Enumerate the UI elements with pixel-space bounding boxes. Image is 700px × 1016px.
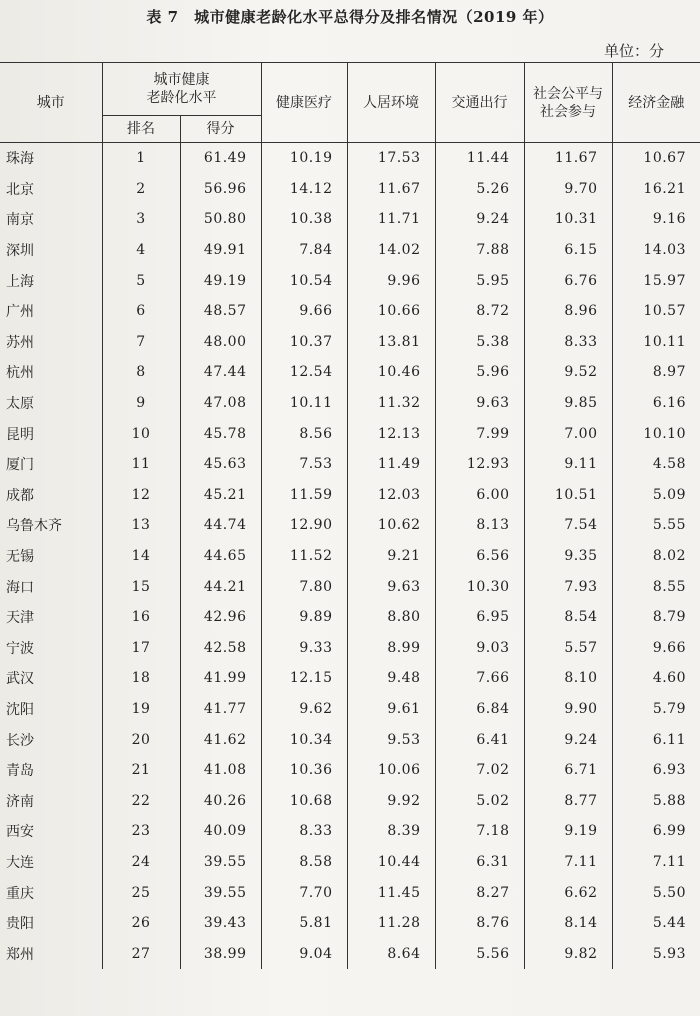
score-cell: 41.08 [180,755,261,786]
social-cell: 10.31 [524,204,612,235]
social-cell: 7.00 [524,418,612,449]
finance-cell: 9.16 [612,204,700,235]
rank-cell: 25 [102,877,180,908]
city-cell: 郑州 [0,938,102,969]
rank-cell: 14 [102,541,180,572]
rank-cell: 23 [102,816,180,847]
rank-cell: 4 [102,235,180,266]
city-cell: 珠海 [0,143,102,174]
city-cell: 乌鲁木齐 [0,510,102,541]
table-row [0,755,700,786]
living-cell: 11.71 [347,204,435,235]
living-cell: 11.45 [347,877,435,908]
header-social-line2: 社会参与 [540,103,596,120]
table-title: 表 7 城市健康老龄化水平总得分及排名情况（2019 年） [146,8,554,26]
rank-cell: 17 [102,633,180,664]
header-health: 健康医疗 [261,63,347,143]
transport-cell: 9.63 [435,388,524,419]
rank-cell: 24 [102,847,180,878]
social-cell: 8.96 [524,296,612,327]
table-row [0,388,700,419]
health-cell: 9.66 [261,296,347,327]
health-cell: 10.38 [261,204,347,235]
social-cell: 9.52 [524,357,612,388]
rank-cell: 16 [102,602,180,633]
transport-cell: 6.95 [435,602,524,633]
rank-cell: 9 [102,388,180,419]
finance-cell: 8.79 [612,602,700,633]
transport-cell: 11.44 [435,143,524,174]
score-cell: 56.96 [180,174,261,205]
table-row [0,418,700,449]
living-cell: 13.81 [347,327,435,358]
living-cell: 11.28 [347,908,435,939]
transport-cell: 9.03 [435,633,524,664]
table-row [0,602,700,633]
table-row [0,174,700,205]
health-cell: 7.53 [261,449,347,480]
living-cell: 10.44 [347,847,435,878]
rank-cell: 5 [102,265,180,296]
score-cell: 41.62 [180,724,261,755]
score-cell: 42.58 [180,633,261,664]
living-cell: 8.64 [347,938,435,969]
city-cell: 济南 [0,785,102,816]
transport-cell: 5.02 [435,785,524,816]
social-cell: 7.11 [524,847,612,878]
transport-cell: 12.93 [435,449,524,480]
score-cell: 41.77 [180,694,261,725]
finance-cell: 8.02 [612,541,700,572]
table-row [0,143,700,174]
rank-cell: 2 [102,174,180,205]
table-row [0,633,700,664]
header-social-line1: 社会公平与 [533,85,603,102]
living-cell: 9.21 [347,541,435,572]
health-cell: 8.58 [261,847,347,878]
finance-cell: 5.93 [612,938,700,969]
social-cell: 6.62 [524,877,612,908]
table-body [0,143,700,970]
finance-cell: 6.11 [612,724,700,755]
table-row [0,265,700,296]
finance-cell: 10.11 [612,327,700,358]
city-cell: 广州 [0,296,102,327]
city-cell: 南京 [0,204,102,235]
score-cell: 44.74 [180,510,261,541]
transport-cell: 7.99 [435,418,524,449]
header-social [524,63,612,143]
rank-cell: 13 [102,510,180,541]
social-cell: 8.10 [524,663,612,694]
social-cell: 8.54 [524,602,612,633]
health-cell: 12.54 [261,357,347,388]
living-cell: 8.99 [347,633,435,664]
transport-cell: 8.76 [435,908,524,939]
health-cell: 9.89 [261,602,347,633]
social-cell: 10.51 [524,480,612,511]
living-cell: 9.63 [347,571,435,602]
city-cell: 上海 [0,265,102,296]
score-cell: 39.43 [180,908,261,939]
health-cell: 9.04 [261,938,347,969]
table-row [0,785,700,816]
social-cell: 7.54 [524,510,612,541]
finance-cell: 8.55 [612,571,700,602]
finance-cell: 5.44 [612,908,700,939]
transport-cell: 8.27 [435,877,524,908]
health-cell: 10.34 [261,724,347,755]
rank-cell: 8 [102,357,180,388]
social-cell: 9.19 [524,816,612,847]
header-rank: 排名 [102,116,180,143]
rank-cell: 10 [102,418,180,449]
finance-cell: 8.97 [612,357,700,388]
table-row [0,296,700,327]
city-cell: 杭州 [0,357,102,388]
city-cell: 重庆 [0,877,102,908]
score-cell: 44.65 [180,541,261,572]
social-cell: 5.57 [524,633,612,664]
rank-cell: 27 [102,938,180,969]
city-cell: 长沙 [0,724,102,755]
table-row [0,694,700,725]
transport-cell: 6.56 [435,541,524,572]
score-cell: 40.09 [180,816,261,847]
health-cell: 7.70 [261,877,347,908]
living-cell: 10.66 [347,296,435,327]
transport-cell: 7.88 [435,235,524,266]
health-cell: 5.81 [261,908,347,939]
header-overall [102,63,261,116]
score-cell: 61.49 [180,143,261,174]
living-cell: 8.80 [347,602,435,633]
health-cell: 11.59 [261,480,347,511]
score-cell: 38.99 [180,938,261,969]
health-cell: 10.54 [261,265,347,296]
social-cell: 7.93 [524,571,612,602]
city-cell: 海口 [0,571,102,602]
finance-cell: 9.66 [612,633,700,664]
rank-cell: 3 [102,204,180,235]
score-cell: 40.26 [180,785,261,816]
transport-cell: 5.26 [435,174,524,205]
table-row [0,480,700,511]
header-overall-line2: 老龄化水平 [146,90,217,106]
rank-cell: 19 [102,694,180,725]
living-cell: 10.06 [347,755,435,786]
city-cell: 武汉 [0,663,102,694]
score-cell: 50.80 [180,204,261,235]
transport-cell: 7.02 [435,755,524,786]
health-cell: 12.15 [261,663,347,694]
living-cell: 9.92 [347,785,435,816]
social-cell: 9.90 [524,694,612,725]
city-cell: 无锡 [0,541,102,572]
table-row [0,663,700,694]
social-cell: 9.24 [524,724,612,755]
table-row [0,877,700,908]
rank-cell: 22 [102,785,180,816]
social-cell: 6.76 [524,265,612,296]
transport-cell: 5.96 [435,357,524,388]
table-row [0,938,700,969]
social-cell: 6.71 [524,755,612,786]
transport-cell: 6.41 [435,724,524,755]
social-cell: 9.11 [524,449,612,480]
city-cell: 厦门 [0,449,102,480]
living-cell: 12.13 [347,418,435,449]
health-cell: 10.68 [261,785,347,816]
rank-cell: 7 [102,327,180,358]
score-cell: 47.44 [180,357,261,388]
living-cell: 9.61 [347,694,435,725]
social-cell: 9.70 [524,174,612,205]
city-cell: 西安 [0,816,102,847]
rank-cell: 20 [102,724,180,755]
transport-cell: 8.72 [435,296,524,327]
score-cell: 39.55 [180,877,261,908]
rank-cell: 18 [102,663,180,694]
health-cell: 7.84 [261,235,347,266]
living-cell: 11.32 [347,388,435,419]
city-cell: 天津 [0,602,102,633]
finance-cell: 10.10 [612,418,700,449]
transport-cell: 6.84 [435,694,524,725]
social-cell: 11.67 [524,143,612,174]
rank-cell: 1 [102,143,180,174]
social-cell: 9.35 [524,541,612,572]
finance-cell: 6.99 [612,816,700,847]
score-cell: 45.78 [180,418,261,449]
score-cell: 45.63 [180,449,261,480]
finance-cell: 5.88 [612,785,700,816]
header-finance: 经济金融 [612,63,700,143]
finance-cell: 5.55 [612,510,700,541]
living-cell: 11.49 [347,449,435,480]
living-cell: 9.53 [347,724,435,755]
city-cell: 深圳 [0,235,102,266]
score-cell: 45.21 [180,480,261,511]
social-cell: 9.85 [524,388,612,419]
finance-cell: 6.93 [612,755,700,786]
table-row [0,327,700,358]
living-cell: 11.67 [347,174,435,205]
score-cell: 39.55 [180,847,261,878]
finance-cell: 10.57 [612,296,700,327]
transport-cell: 9.24 [435,204,524,235]
table-row [0,510,700,541]
header-transport: 交通出行 [435,63,524,143]
city-cell: 贵阳 [0,908,102,939]
rank-cell: 26 [102,908,180,939]
table-row [0,724,700,755]
rank-cell: 15 [102,571,180,602]
health-cell: 8.33 [261,816,347,847]
health-cell: 10.36 [261,755,347,786]
header-overall-line1: 城市健康 [153,72,210,88]
city-cell: 苏州 [0,327,102,358]
transport-cell: 5.38 [435,327,524,358]
living-cell: 12.03 [347,480,435,511]
living-cell: 9.96 [347,265,435,296]
finance-cell: 5.79 [612,694,700,725]
score-cell: 48.57 [180,296,261,327]
transport-cell: 5.95 [435,265,524,296]
table-row [0,816,700,847]
table-header [0,63,700,143]
city-cell: 沈阳 [0,694,102,725]
social-cell: 8.33 [524,327,612,358]
social-cell: 9.82 [524,938,612,969]
finance-cell: 6.16 [612,388,700,419]
unit-label: 单位：分 [603,42,664,60]
finance-cell: 16.21 [612,174,700,205]
score-cell: 49.19 [180,265,261,296]
transport-cell: 6.00 [435,480,524,511]
transport-cell: 7.66 [435,663,524,694]
living-cell: 9.48 [347,663,435,694]
table-row [0,847,700,878]
header-city: 城市 [0,63,102,143]
health-cell: 10.11 [261,388,347,419]
transport-cell: 10.30 [435,571,524,602]
living-cell: 8.39 [347,816,435,847]
score-cell: 42.96 [180,602,261,633]
finance-cell: 4.60 [612,663,700,694]
table-row [0,571,700,602]
finance-cell: 7.11 [612,847,700,878]
header-score: 得分 [180,116,261,143]
living-cell: 17.53 [347,143,435,174]
social-cell: 6.15 [524,235,612,266]
transport-cell: 5.56 [435,938,524,969]
table-row [0,235,700,266]
health-cell: 14.12 [261,174,347,205]
city-cell: 北京 [0,174,102,205]
transport-cell: 8.13 [435,510,524,541]
health-cell: 11.52 [261,541,347,572]
living-cell: 10.46 [347,357,435,388]
city-cell: 宁波 [0,633,102,664]
health-cell: 10.37 [261,327,347,358]
transport-cell: 7.18 [435,816,524,847]
health-cell: 9.62 [261,694,347,725]
city-cell: 昆明 [0,418,102,449]
rank-cell: 6 [102,296,180,327]
city-cell: 太原 [0,388,102,419]
score-cell: 49.91 [180,235,261,266]
score-cell: 41.99 [180,663,261,694]
finance-cell: 15.97 [612,265,700,296]
score-table [0,62,700,969]
score-cell: 48.00 [180,327,261,358]
table-row [0,357,700,388]
city-cell: 大连 [0,847,102,878]
transport-cell: 6.31 [435,847,524,878]
city-cell: 成都 [0,480,102,511]
rank-cell: 11 [102,449,180,480]
health-cell: 12.90 [261,510,347,541]
living-cell: 10.62 [347,510,435,541]
score-cell: 47.08 [180,388,261,419]
finance-cell: 5.50 [612,877,700,908]
city-cell: 青岛 [0,755,102,786]
health-cell: 9.33 [261,633,347,664]
living-cell: 14.02 [347,235,435,266]
social-cell: 8.77 [524,785,612,816]
health-cell: 7.80 [261,571,347,602]
finance-cell: 14.03 [612,235,700,266]
finance-cell: 5.09 [612,480,700,511]
social-cell: 8.14 [524,908,612,939]
finance-cell: 4.58 [612,449,700,480]
health-cell: 10.19 [261,143,347,174]
rank-cell: 12 [102,480,180,511]
rank-cell: 21 [102,755,180,786]
table-row [0,449,700,480]
score-cell: 44.21 [180,571,261,602]
table-row [0,204,700,235]
table-row [0,908,700,939]
finance-cell: 10.67 [612,143,700,174]
header-living: 人居环境 [347,63,435,143]
table-row [0,541,700,572]
health-cell: 8.56 [261,418,347,449]
